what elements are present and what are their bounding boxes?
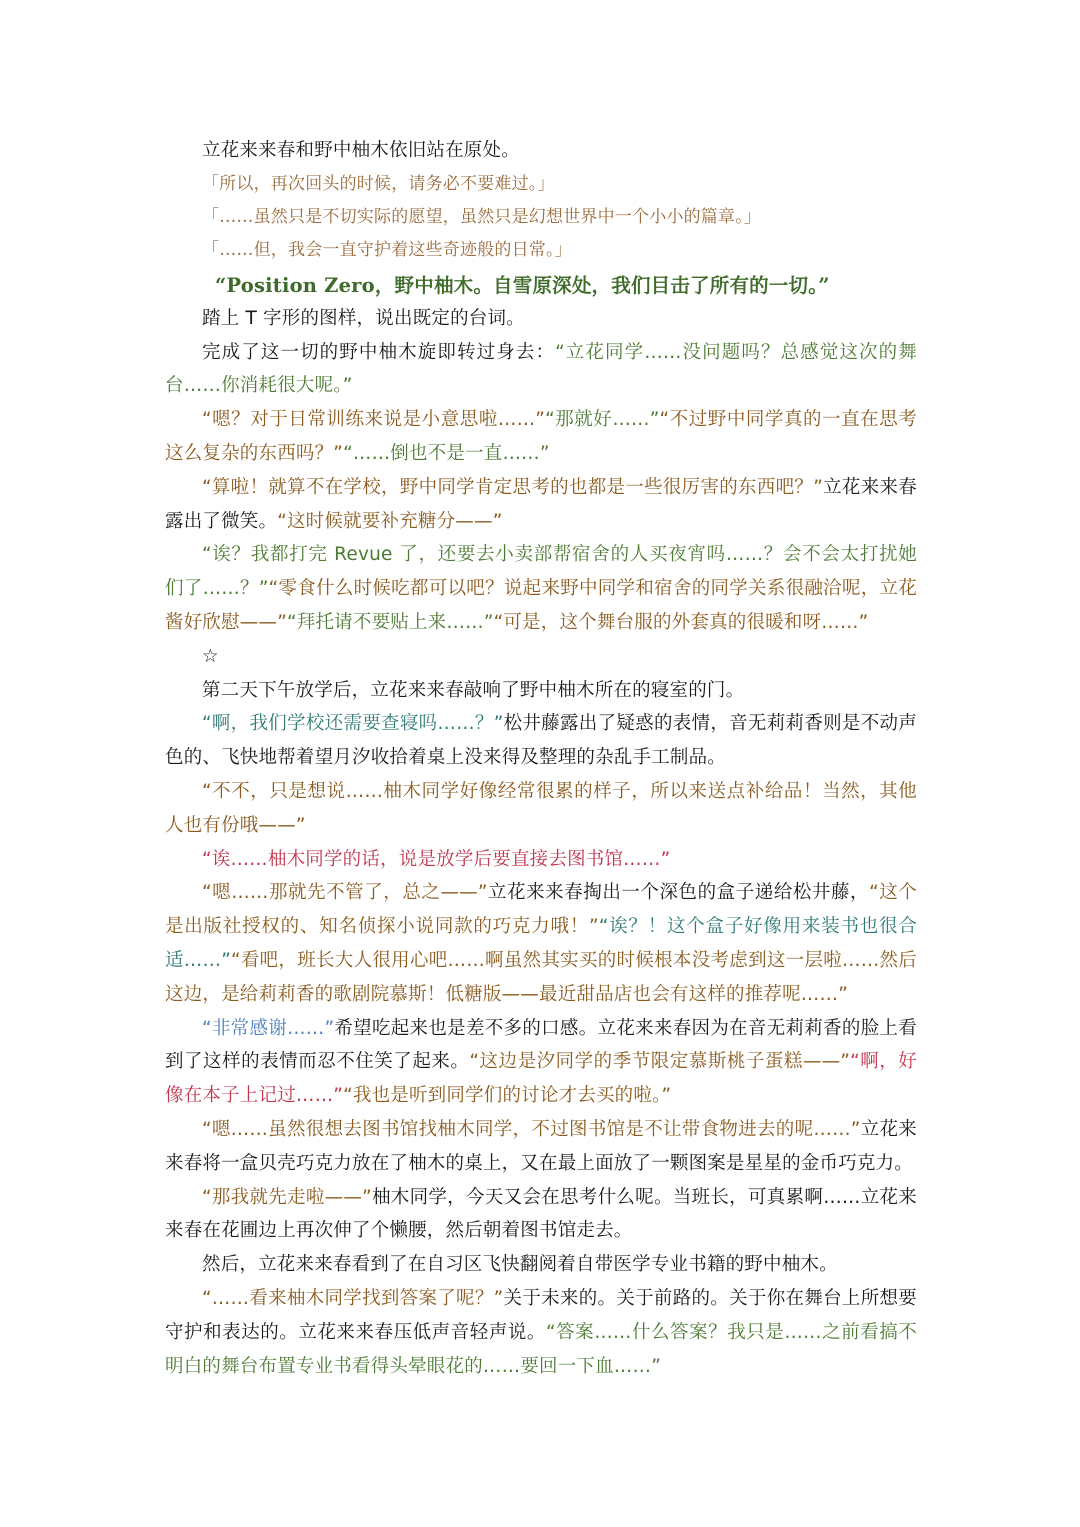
narration-text: 立花来来春掏出一个深色的盒子递给松井藤， — [487, 882, 870, 904]
dialogue-quote: “诶……柚木同学的话，说是放学后要直接去图书馆……” — [202, 848, 671, 870]
article-body — [165, 134, 917, 1383]
paragraph — [165, 538, 917, 639]
dialogue-quote: “立花同学……没问题吗？总感觉这次的舞台……你消耗很大呢。” — [165, 341, 917, 397]
dialogue-quote: “啊，好像在本子上记过……” — [165, 1051, 918, 1107]
dialogue-quote: “啊，我们学校还需要查寝吗……？” — [202, 713, 504, 735]
poem-line: 「……但，我会一直守护着这些奇迹般的日常。」 — [202, 239, 572, 260]
dialogue-quote: “……看来柚木同学找到答案了呢？” — [202, 1287, 504, 1309]
dialogue-quote: “我也是听到同学们的讨论才去买的啦。” — [343, 1085, 672, 1107]
dialogue-quote: “非常感谢……” — [202, 1017, 335, 1039]
dialogue-quote: “嗯？对于日常训练来说是小意思啦……” — [202, 409, 546, 431]
paragraph — [165, 876, 917, 1011]
headline-quote: “Position Zero，野中柚木。自雪原深处，我们目击了所有的一切。” — [215, 273, 830, 297]
dialogue-quote: “不不，只是想说……柚木同学好像经常很累的样子，所以来送点补给品！当然，其他人也有份哦——” — [165, 780, 917, 836]
dialogue-quote: “拜托请不要贴上来……” — [287, 611, 494, 633]
dialogue-quote: “这边是汐同学的季节限定慕斯桃子蛋糕——” — [469, 1051, 851, 1073]
paragraph — [165, 134, 917, 168]
narration-text: 松井藤露出了疑惑的表情，音无莉莉香则是不动声色的、飞快地帮着望月汐收拾着桌上没来得及整理的杂乱手工制品。 — [165, 713, 917, 769]
paragraph — [165, 674, 917, 708]
paragraph — [165, 1248, 917, 1282]
paragraph — [165, 1113, 917, 1181]
narration-text: 立花来来春露出了微笑。 — [165, 476, 917, 532]
dialogue-quote: “答案……什么答案？我只是……之前看搞不明白的舞台布置专业书看得头晕眼花的……要回一下血……” — [165, 1321, 917, 1377]
poem-line: 「所以，再次回头的时候，请务必不要难过。」 — [202, 173, 555, 194]
paragraph — [165, 403, 917, 471]
dialogue-quote: “算啦！就算不在学校，野中同学肯定思考的也都是一些很厉害的东西吧？” — [202, 476, 824, 498]
paragraph — [165, 302, 917, 336]
paragraph — [165, 1012, 917, 1113]
paragraph — [165, 707, 917, 775]
paragraph — [165, 640, 917, 674]
dialogue-quote: “诶？！这个盒子好像用来装书也很合适……” — [165, 916, 917, 971]
narration-text: ☆ — [202, 645, 219, 667]
paragraph — [165, 336, 917, 404]
dialogue-quote: “那就好……” — [545, 409, 660, 431]
dialogue-quote: “可是，这个舞台服的外套真的很暖和呀……” — [493, 611, 869, 633]
dialogue-quote: “……倒也不是一直……” — [343, 442, 550, 464]
paragraph — [165, 471, 917, 539]
dialogue-quote: “看吧，班长大人很用心吧……啊虽然其实买的时候根本没考虑到这一层啦……然后这边，是给莉莉香的歌剧院慕斯！低糖版——最近甜品店也会有这样的推荐呢……” — [165, 949, 917, 1005]
narration-text: 踏上 T 字形的图样，说出既定的台词。 — [202, 307, 525, 329]
poem-line: 「……虽然只是不切实际的愿望，虽然只是幻想世界中一个小小的篇章。」 — [202, 206, 762, 227]
paragraph — [165, 843, 917, 877]
paragraph — [165, 775, 917, 843]
dialogue-quote: “零食什么时候吃都可以吧？说起来野中同学和宿舍的同学关系很融洽呢，立花酱好欣慰——” — [165, 578, 917, 633]
narration-text: 立花来来春和野中柚木依旧站在原处。 — [202, 140, 520, 161]
narration-text: 柚木同学，今天又会在思考什么呢。当班长，可真累啊……立花来来春在花圃边上再次伸了个懒腰，然后朝着图书馆走去。 — [165, 1186, 917, 1242]
narration-text: 关于未来的。关于前路的。关于你在舞台上所想要守护和表达的。立花来来春压低声音轻声说。 — [165, 1287, 917, 1343]
narration-text: 然后，立花来来春看到了在自习区飞快翻阅着自带医学专业书籍的野中柚木。 — [202, 1254, 838, 1276]
dialogue-quote: “诶？我都打完 Revue 了，还要去小卖部帮宿舍的人买夜宵吗……？会不会太打扰她们了……？” — [165, 544, 917, 600]
paragraph — [165, 1282, 917, 1383]
narration-text: 希望吃起来也是差不多的口感。立花来来春因为在音无莉莉香的脸上看到了这样的表情而忍不住笑了起来。 — [165, 1017, 917, 1073]
narration-text: 完成了这一切的野中柚木旋即转过身去： — [202, 341, 556, 363]
dialogue-quote: “嗯……那就先不管了，总之——” — [202, 882, 488, 904]
dialogue-quote: “不过野中同学真的一直在思考这么复杂的东西吗？” — [165, 409, 917, 464]
dialogue-quote: “那我就先走啦——” — [202, 1186, 372, 1208]
narration-text: 第二天下午放学后，立花来来春敲响了野中柚木所在的寝室的门。 — [202, 679, 745, 701]
narration-text: 立花来来春将一盒贝壳巧克力放在了柚木的桌上，又在最上面放了一颗图案是星星的金币巧克力。 — [165, 1118, 917, 1174]
dialogue-quote: “这个是出版社授权的、知名侦探小说同款的巧克力哦！” — [165, 882, 918, 938]
dialogue-quote: “嗯……虽然很想去图书馆找柚木同学，不过图书馆是不让带食物进去的呢……” — [202, 1118, 861, 1140]
paragraph — [165, 1181, 917, 1249]
dialogue-quote: “这时候就要补充糖分——” — [277, 510, 503, 532]
